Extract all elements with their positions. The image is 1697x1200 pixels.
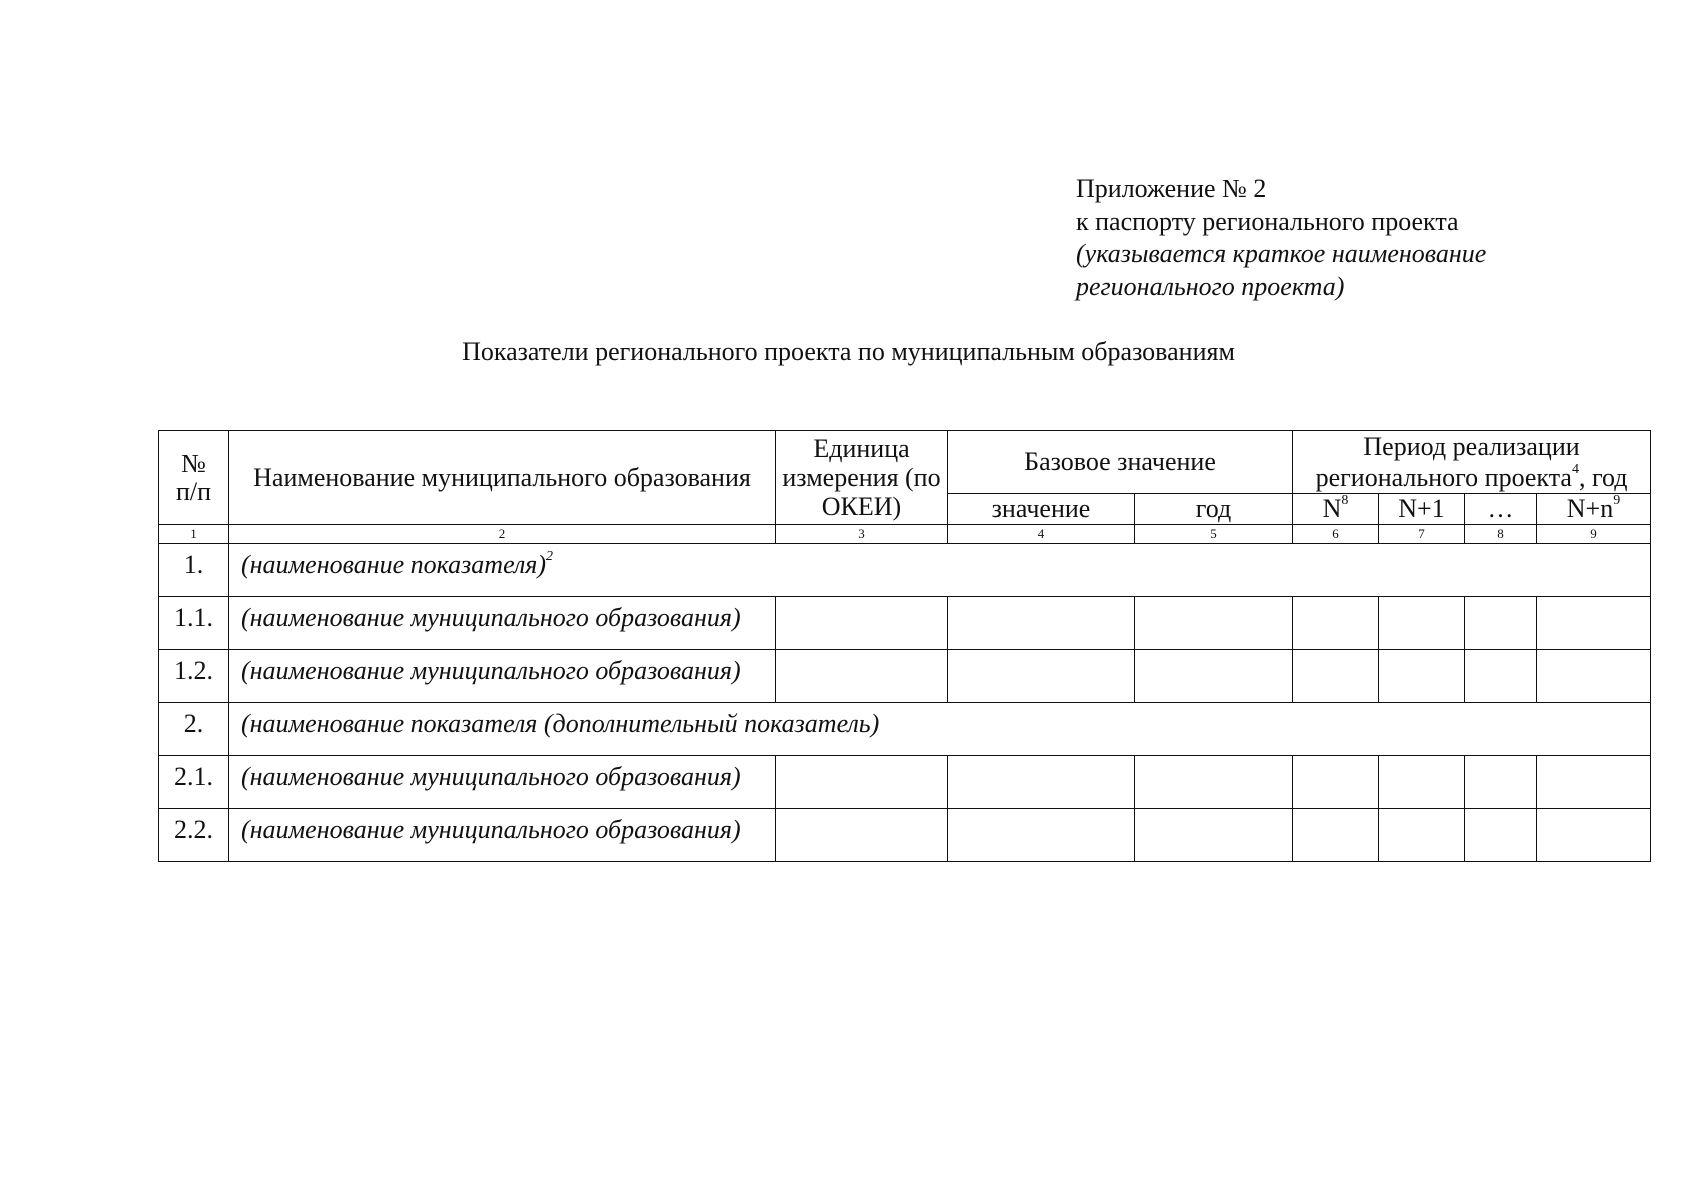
- cell-year-n[interactable]: [1293, 650, 1379, 703]
- cell-year-dots[interactable]: [1465, 597, 1537, 650]
- appendix-note-line2: регионального проекта): [1076, 271, 1345, 301]
- header-period-line1: Период реализации: [1363, 432, 1580, 461]
- column-number: 2: [229, 525, 776, 544]
- municipality-name: (наименование муниципального образования): [229, 809, 776, 862]
- cell-year-nn[interactable]: [1537, 756, 1651, 809]
- header-period-footnote: 4: [1571, 462, 1579, 478]
- header-period-year: , год: [1578, 463, 1628, 492]
- cell-unit[interactable]: [776, 597, 948, 650]
- cell-base-year[interactable]: [1135, 597, 1293, 650]
- header-period-line2: регионального проекта: [1315, 463, 1572, 492]
- cell-year-n1[interactable]: [1379, 809, 1465, 862]
- cell-year-n1[interactable]: [1379, 597, 1465, 650]
- municipality-row: [159, 809, 1651, 862]
- header-year-dots: …: [1465, 494, 1537, 525]
- cell-unit[interactable]: [776, 809, 948, 862]
- cell-base-value[interactable]: [948, 756, 1135, 809]
- municipality-name: (наименование муниципального образования): [229, 597, 776, 650]
- cell-year-n[interactable]: [1293, 597, 1379, 650]
- column-numbers-row: [159, 525, 1651, 544]
- header-year-nn: [1537, 494, 1651, 525]
- indicator-row: [159, 544, 1651, 597]
- column-number: 4: [948, 525, 1135, 544]
- header-unit-line3: ОКЕИ): [821, 492, 902, 521]
- header-number-pp: п/п: [175, 476, 212, 506]
- municipality-row: [159, 756, 1651, 809]
- header-unit-line2: измерения (по: [782, 463, 941, 492]
- municipality-row: [159, 597, 1651, 650]
- row-number: 2.1.: [159, 756, 229, 809]
- header-number-sign: №: [181, 448, 206, 478]
- cell-year-nn[interactable]: [1537, 597, 1651, 650]
- indicator-footnote: 2: [546, 549, 554, 565]
- row-number: 1.1.: [159, 597, 229, 650]
- cell-base-value[interactable]: [948, 650, 1135, 703]
- appendix-reference: к паспорту регионального проекта: [1076, 206, 1459, 236]
- indicator-name: [229, 544, 1651, 597]
- indicator-name: (наименование показателя (дополнительный показатель): [229, 703, 1651, 756]
- header-unit-line1: Единица: [813, 434, 910, 463]
- header-year-n: [1293, 494, 1379, 525]
- header-number: [159, 431, 229, 525]
- cell-unit[interactable]: [776, 756, 948, 809]
- cell-year-n[interactable]: [1293, 809, 1379, 862]
- header-year-n1: N+1: [1379, 494, 1465, 525]
- cell-base-year[interactable]: [1135, 756, 1293, 809]
- cell-year-dots[interactable]: [1465, 650, 1537, 703]
- header-municipality-name: Наименование муниципального образования: [229, 431, 776, 525]
- cell-base-year[interactable]: [1135, 809, 1293, 862]
- appendix-block: [1076, 173, 1636, 303]
- row-number: 2.2.: [159, 809, 229, 862]
- header-unit: [776, 431, 948, 525]
- cell-year-dots[interactable]: [1465, 756, 1537, 809]
- cell-year-n[interactable]: [1293, 756, 1379, 809]
- header-base-value-year: год: [1135, 494, 1293, 525]
- cell-year-nn[interactable]: [1537, 650, 1651, 703]
- column-number: 8: [1465, 525, 1537, 544]
- appendix-number: Приложение № 2: [1076, 174, 1267, 203]
- header-base-value-value: значение: [948, 494, 1135, 525]
- row-number: 1.: [159, 544, 229, 597]
- row-number: 2.: [159, 703, 229, 756]
- cell-base-value[interactable]: [948, 597, 1135, 650]
- column-number: 3: [776, 525, 948, 544]
- municipality-name: (наименование муниципального образования): [229, 650, 776, 703]
- document-title: Показатели регионального проекта по муниципальным образованиям: [462, 337, 1235, 366]
- column-number: 7: [1379, 525, 1465, 544]
- cell-year-nn[interactable]: [1537, 809, 1651, 862]
- column-number: 9: [1537, 525, 1651, 544]
- municipality-name: (наименование муниципального образования): [229, 756, 776, 809]
- column-number: 6: [1293, 525, 1379, 544]
- indicator-name-text: (наименование показателя): [241, 550, 547, 579]
- indicators-table: [158, 430, 1651, 862]
- header-base-value: Базовое значение: [948, 431, 1293, 494]
- column-number: 1: [159, 525, 229, 544]
- header-year-n-footnote: 8: [1341, 493, 1349, 509]
- cell-base-value[interactable]: [948, 809, 1135, 862]
- cell-year-n1[interactable]: [1379, 756, 1465, 809]
- cell-base-year[interactable]: [1135, 650, 1293, 703]
- header-year-nn-label: N+n: [1566, 494, 1614, 523]
- municipality-row: [159, 650, 1651, 703]
- column-number: 5: [1135, 525, 1293, 544]
- indicator-row: [159, 703, 1651, 756]
- cell-year-dots[interactable]: [1465, 809, 1537, 862]
- cell-year-n1[interactable]: [1379, 650, 1465, 703]
- header-period: [1293, 431, 1651, 494]
- appendix-note-line1: (указывается краткое наименование: [1076, 239, 1487, 268]
- header-year-nn-footnote: 9: [1613, 493, 1621, 509]
- header-year-n-label: N: [1322, 494, 1342, 523]
- row-number: 1.2.: [159, 650, 229, 703]
- cell-unit[interactable]: [776, 650, 948, 703]
